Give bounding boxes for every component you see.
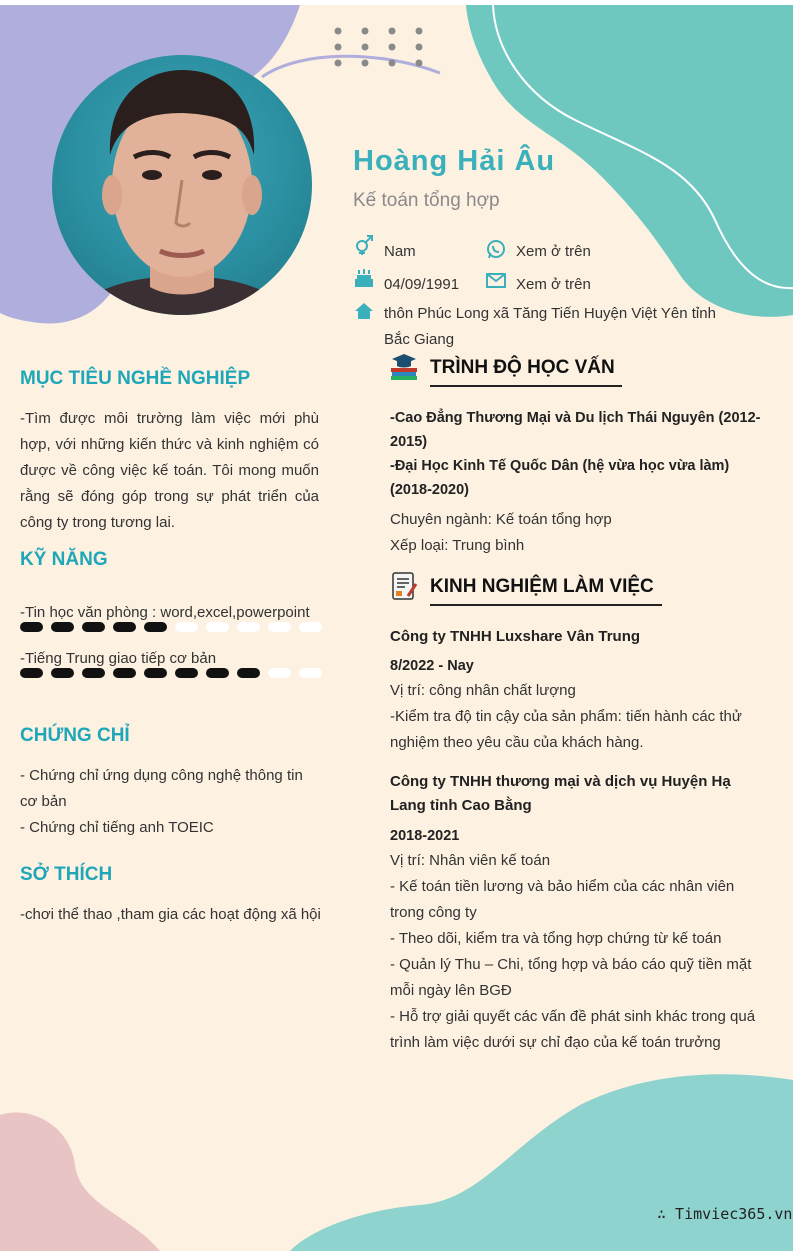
rating-dash (20, 622, 43, 632)
rating-dash (51, 622, 74, 632)
skill-2-rating (20, 668, 322, 678)
job-1-description: -Kiểm tra độ tin cậy của sản phẩm: tiến hành các thử nghiệm theo yêu cầu của khách hàng. (390, 708, 742, 751)
rating-dash (51, 668, 74, 678)
rating-dash (82, 668, 105, 678)
rating-dash (268, 622, 291, 632)
skill-1-name: -Tin học văn phòng : word,excel,powerpoint (20, 604, 310, 621)
certificate-1: - Chứng chỉ ứng dụng công nghệ thông tin cơ bản (20, 767, 303, 810)
skills-title: KỸ NĂNG (20, 549, 108, 570)
job-1-period: 8/2022 - Nay (390, 658, 474, 674)
education-school-2: -Đại Học Kinh Tế Quốc Dân (hệ vừa học vừa làm)(2018-2020) (390, 458, 730, 498)
email-value: Xem ở trên (516, 276, 591, 293)
document-icon (388, 570, 420, 602)
birthday-value: 04/09/1991 (384, 276, 460, 293)
gender-value: Nam (384, 243, 416, 260)
education-title: TRÌNH ĐỘ HỌC VẤN (430, 357, 622, 387)
home-icon (353, 300, 375, 322)
rating-dash (20, 668, 43, 678)
cv-page (0, 5, 793, 1251)
job-2-duty-2: - Theo dõi, kiểm tra và tổng hợp chứng từ kế toán (390, 930, 722, 947)
site-logo: ∴ Timviec365.vn (657, 1205, 793, 1223)
certificate-2: - Chứng chỉ tiếng anh TOEIC (20, 819, 214, 836)
education-grade: Xếp loại: Trung bình (390, 537, 525, 554)
job-2-position: Vị trí: Nhân viên kế toán (390, 852, 551, 869)
experience-title: KINH NGHIỆM LÀM VIỆC (430, 576, 662, 606)
job-1-company: Công ty TNHH Luxshare Vân Trung (390, 628, 641, 645)
certificates-title: CHỨNG CHỈ (20, 725, 130, 746)
rating-dash (206, 668, 229, 678)
rating-dash (299, 668, 322, 678)
objective-text: -Tìm được môi trường làm việc mới phù hợp, với những kiến thức và kinh nghiệm có được về công việc kế toán. Tôi mong muốn rằng sẽ đóng góp trong sự phát triển của công ty trong tương lai. (20, 410, 319, 531)
rating-dash (206, 622, 229, 632)
whatsapp-icon (485, 238, 507, 260)
rating-dash (144, 668, 167, 678)
rating-dash (175, 622, 198, 632)
envelope-icon (485, 269, 507, 291)
candidate-job-title: Kế toán tổng hợp (353, 190, 500, 211)
job-2-duty-3: - Quản lý Thu – Chi, tổng hợp và báo cáo quỹ tiền mặt mỗi ngày lên BGĐ (390, 956, 752, 999)
phone-value: Xem ở trên (516, 243, 591, 260)
job-2-duty-4: - Hỗ trợ giải quyết các vấn đề phát sinh khác trong quá trình làm việc dưới sự chỉ đạo của kế toán trưởng (390, 1008, 756, 1051)
candidate-name: Hoàng Hải Âu (353, 145, 556, 177)
rating-dash (268, 668, 291, 678)
job-2-company: Công ty TNHH thương mại và dịch vụ Huyện Hạ Lang tỉnh Cao Bằng (390, 773, 731, 814)
cake-icon (353, 267, 375, 289)
job-2-duty-1: - Kế toán tiền lương và bảo hiểm của các nhân viên trong công ty (390, 878, 735, 921)
address-value: thôn Phúc Long xã Tăng Tiến Huyện Việt Yên tỉnh Bắc Giang (384, 305, 716, 348)
rating-dash (237, 668, 260, 678)
education-school-1: -Cao Đẳng Thương Mại và Du lịch Thái Nguyên (2012-2015) (390, 410, 761, 450)
hobbies-title: SỞ THÍCH (20, 864, 113, 885)
education-major: Chuyên ngành: Kế toán tổng hợp (390, 511, 612, 528)
rating-dash (299, 622, 322, 632)
books-icon (388, 350, 420, 382)
hobbies-text: -chơi thể thao ,tham gia các hoạt động xã hội (20, 906, 321, 923)
rating-dash (237, 622, 260, 632)
job-2-period: 2018-2021 (390, 828, 460, 844)
objective-title: MỤC TIÊU NGHỀ NGHIỆP (20, 368, 251, 389)
skill-2-name: -Tiếng Trung giao tiếp cơ bản (20, 650, 217, 667)
job-1-position: Vị trí: công nhân chất lượng (390, 682, 576, 699)
rating-dash (82, 622, 105, 632)
profile-photo (52, 55, 312, 315)
rating-dash (113, 668, 136, 678)
rating-dash (113, 622, 136, 632)
rating-dash (144, 622, 167, 632)
rating-dash (175, 668, 198, 678)
skill-1-rating (20, 622, 322, 632)
gender-icon (353, 233, 375, 255)
